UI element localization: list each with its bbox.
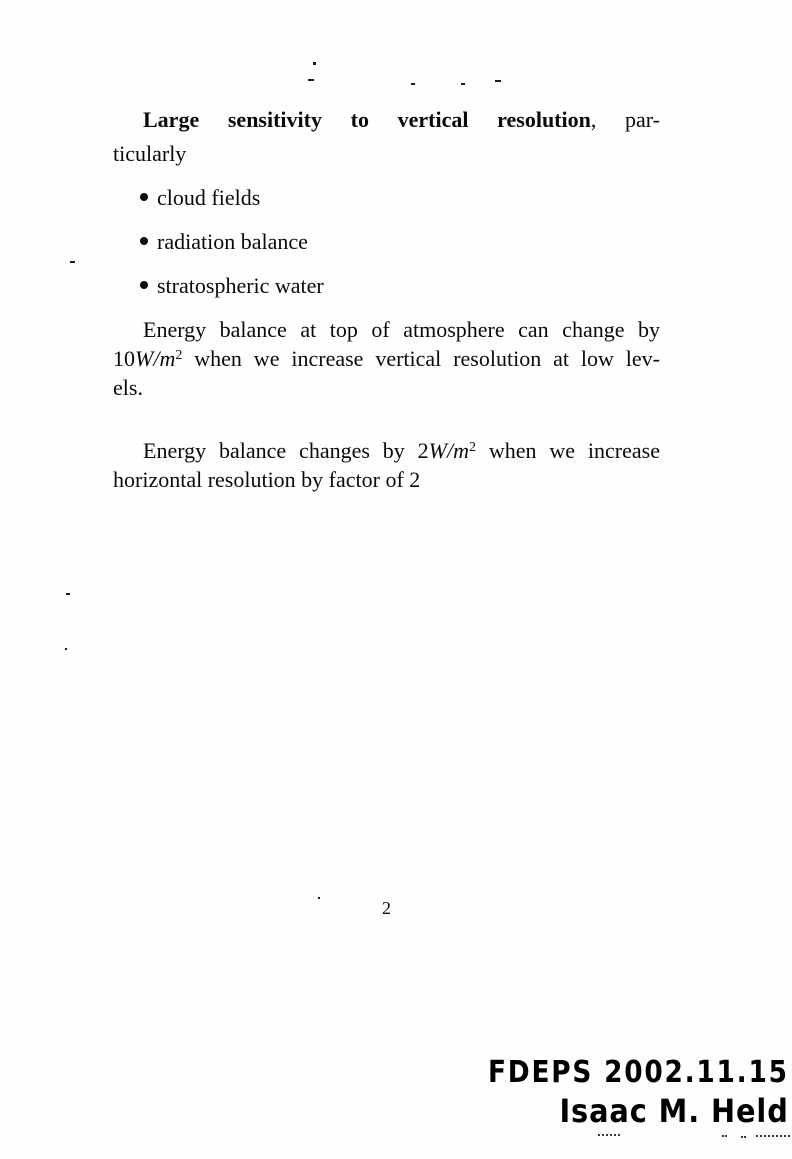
paragraph-line: els. xyxy=(113,375,143,400)
bullet-icon xyxy=(140,193,148,201)
scan-speck xyxy=(66,593,70,595)
math-coefficient: 2 xyxy=(417,438,429,463)
paragraph-line xyxy=(113,344,660,373)
annotation-author: Isaac M. Held xyxy=(559,1092,789,1130)
scan-speck xyxy=(318,897,320,899)
bullet-label: cloud fields xyxy=(157,185,261,210)
list-item xyxy=(113,227,660,256)
paragraph-line xyxy=(113,436,660,465)
bullet-label: radiation balance xyxy=(157,229,308,254)
bullet-icon xyxy=(140,281,148,289)
math-exponent: 2 xyxy=(469,440,476,455)
paragraph-line-text: Energy balance changes by xyxy=(143,438,418,463)
heading-bold-text: Large sensitivity to vertical resolution xyxy=(143,107,591,132)
paragraph-line: Energy balance at top of atmosphere can change by xyxy=(143,317,660,342)
bullet-list xyxy=(113,183,660,315)
math-units: W/m xyxy=(428,438,469,463)
paragraph-horizontal-resolution xyxy=(113,436,660,494)
scan-dotted-mark xyxy=(756,1135,790,1137)
list-item xyxy=(113,183,660,212)
paragraph-line-text: when we increase xyxy=(476,438,660,463)
scan-speck xyxy=(313,62,316,65)
heading-line-1 xyxy=(113,103,660,137)
annotation-date: FDEPS 2002.11.15 xyxy=(488,1055,789,1090)
scan-dotted-mark xyxy=(598,1134,620,1136)
scan-dotted-mark xyxy=(722,1135,725,1137)
handwritten-annotation xyxy=(447,1054,789,1130)
heading-line-2: ticularly xyxy=(113,141,187,166)
scan-speck xyxy=(461,83,465,85)
page-number xyxy=(113,897,660,919)
scan-speck xyxy=(70,261,75,263)
scan-speck xyxy=(495,80,501,82)
math-coefficient: 10 xyxy=(113,346,135,371)
paragraph-line-text: when we increase vertical resolution at low lev- xyxy=(182,346,660,371)
paragraph-vertical-resolution xyxy=(113,315,660,402)
paragraph-line: horizontal resolution by factor of 2 xyxy=(113,467,421,492)
scan-speck xyxy=(411,83,415,85)
scan-dotted-mark xyxy=(741,1136,744,1138)
list-item xyxy=(113,271,660,300)
math-exponent: 2 xyxy=(175,348,183,363)
math-units: W/m xyxy=(135,346,176,371)
bullet-icon xyxy=(140,237,148,245)
heading-after-bold: , par- xyxy=(590,107,660,132)
heading-block xyxy=(113,103,660,171)
scan-speck xyxy=(308,79,314,81)
bullet-label: stratospheric water xyxy=(157,273,324,298)
page-number-value: 2 xyxy=(382,898,391,918)
scan-speck xyxy=(65,648,67,650)
